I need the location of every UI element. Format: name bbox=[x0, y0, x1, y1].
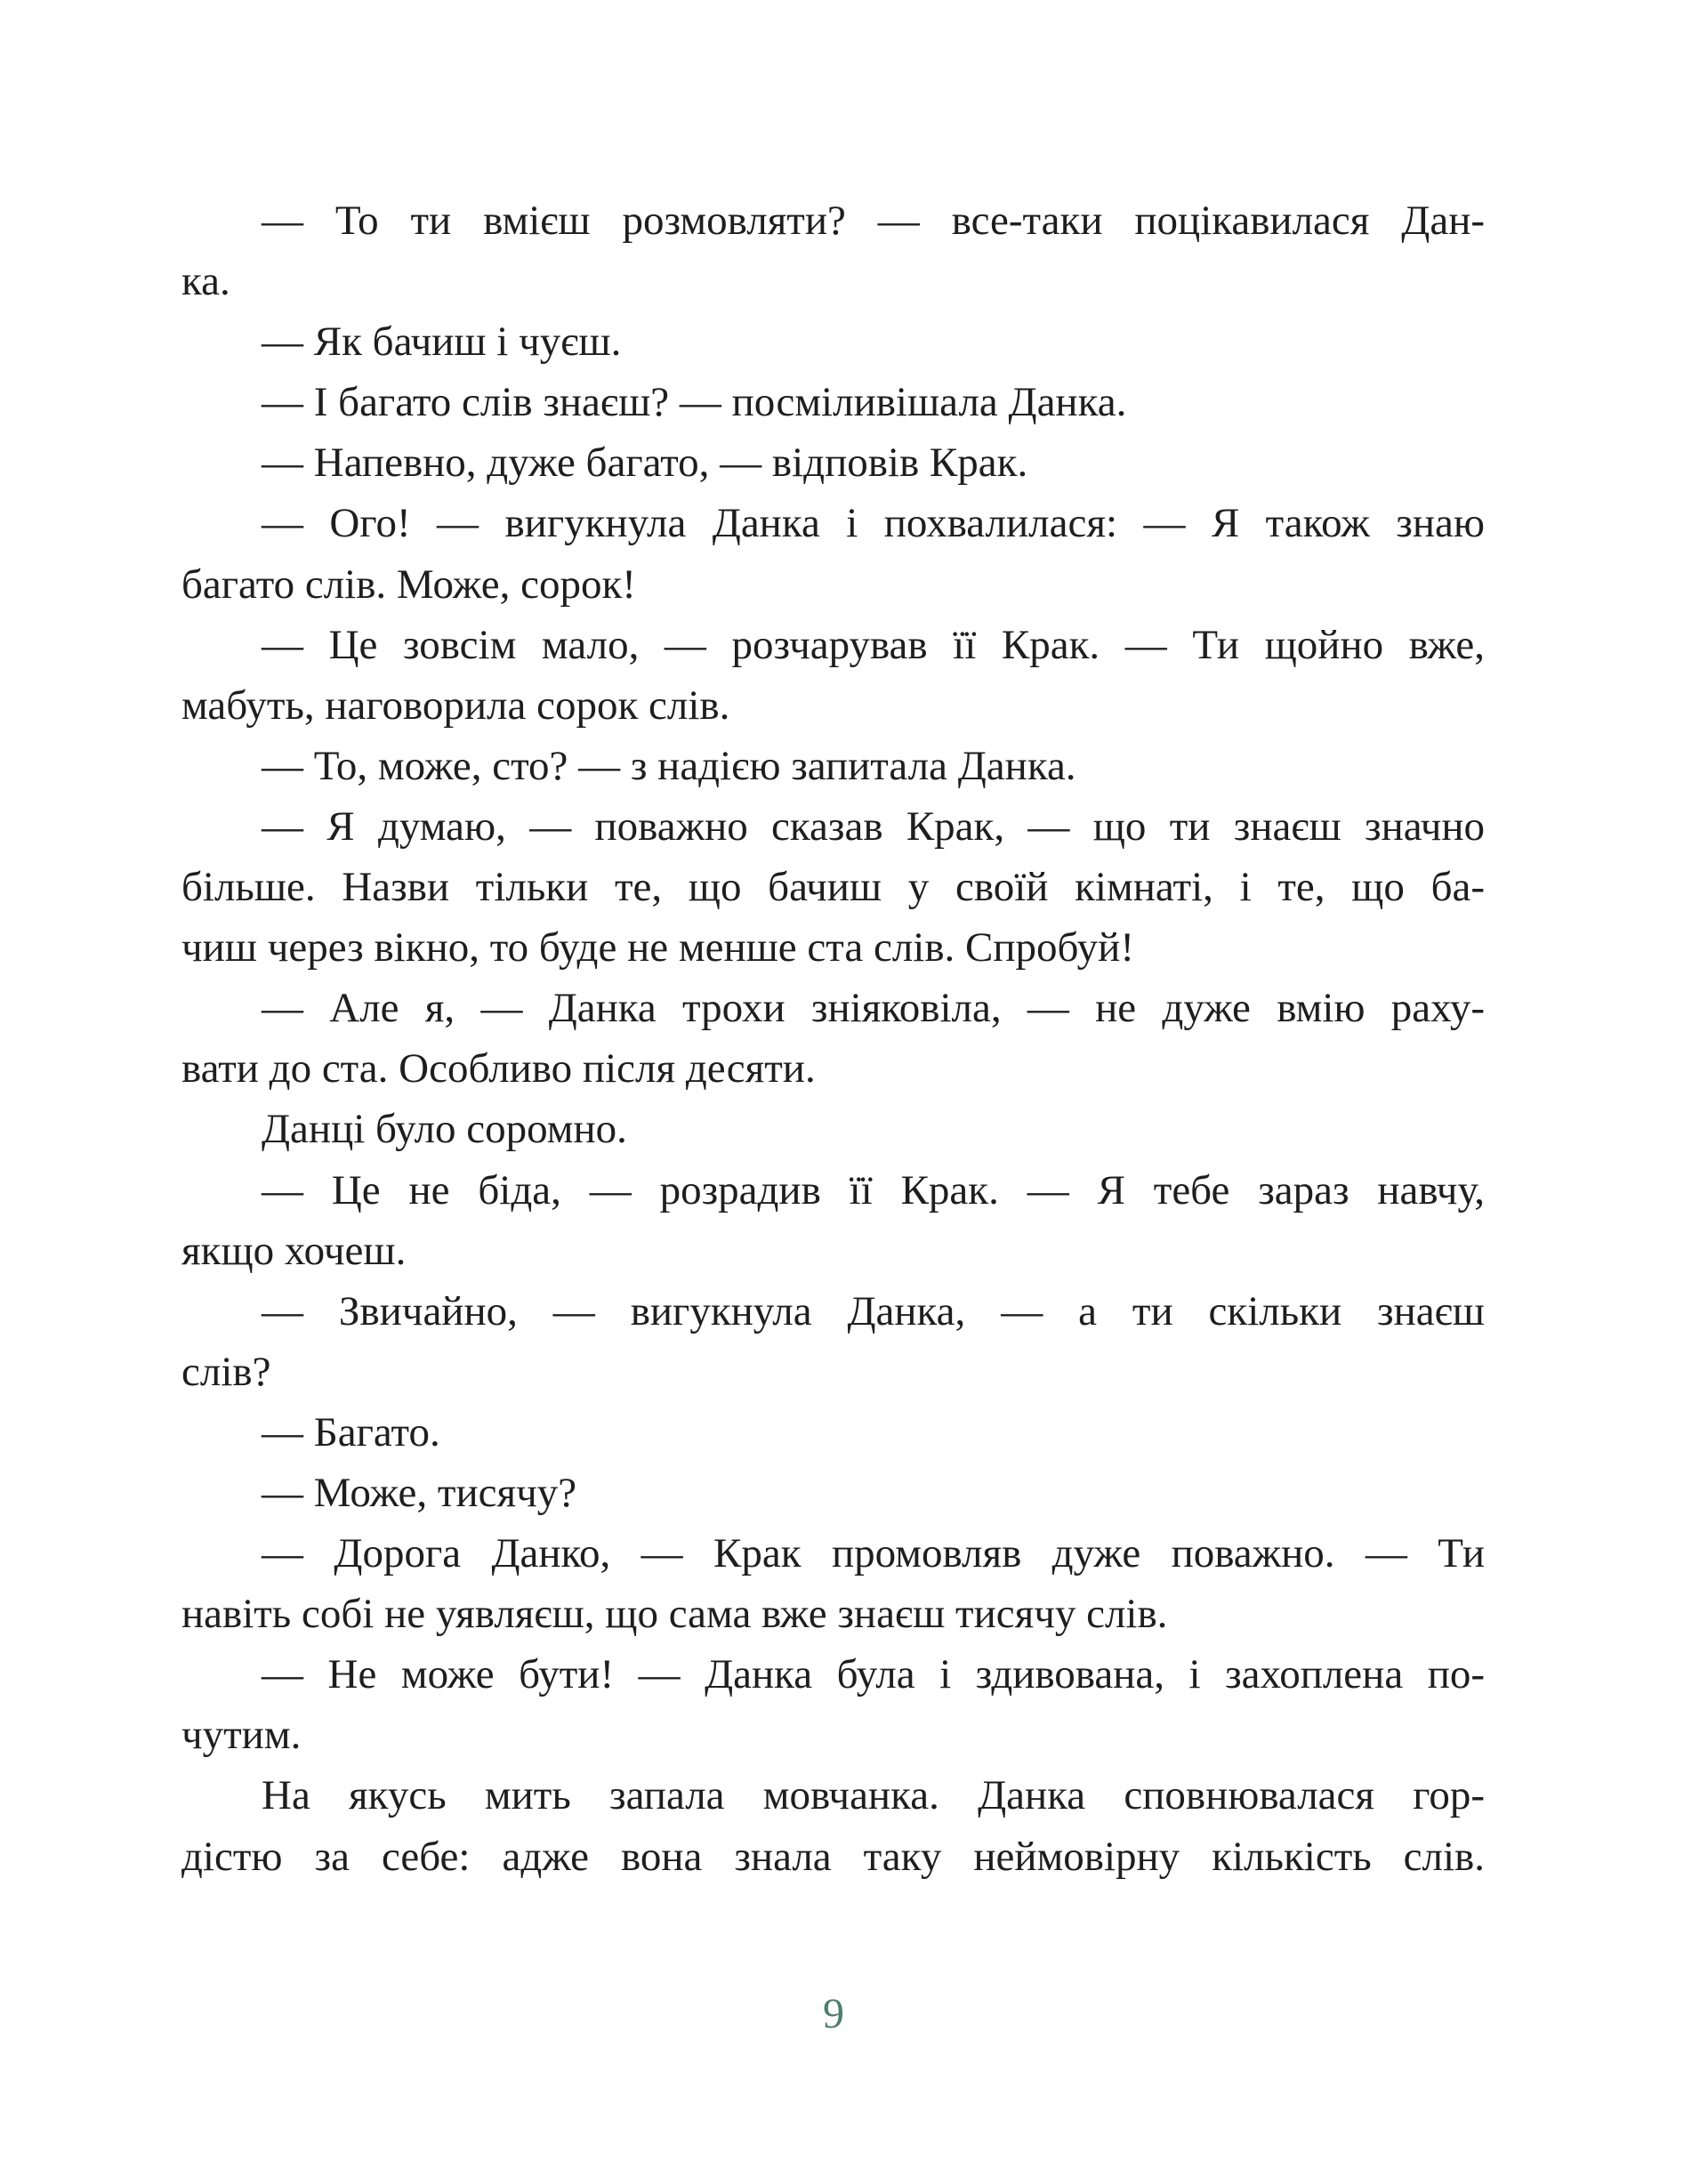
text-line: більше. Назви тільки те, що бачиш у своїй кімнаті, і те, що ба- bbox=[181, 864, 1485, 911]
text-line: — Це не біда, — розрадив її Крак. — Я тебе зараз навчу, bbox=[262, 1166, 1485, 1214]
text-line: — Не може бути! — Данка була і здивована, і захоплена по- bbox=[262, 1651, 1485, 1698]
text-line: — Але я, — Данка трохи зніяковіла, — не дуже вмію раху- bbox=[262, 985, 1485, 1032]
text-line: — Ого! — вигукнула Данка і похвалилася: — Я також знаю bbox=[262, 500, 1485, 547]
text-line: чутим. bbox=[181, 1712, 302, 1759]
text-line: дістю за себе: адже вона знала таку неймовірну кількість слів. bbox=[181, 1833, 1485, 1880]
text-line: багато слів. Може, сорок! bbox=[181, 560, 636, 608]
text-line: вати до ста. Особливо після десяти. bbox=[181, 1045, 816, 1093]
text-line: Данці було соромно. bbox=[262, 1106, 627, 1153]
text-line: — Багато. bbox=[262, 1408, 440, 1455]
text-line: чиш через вікно, то буде не менше ста слів. Спробуй! bbox=[181, 924, 1134, 972]
text-line: ка. bbox=[181, 258, 230, 305]
text-line: — То ти вмієш розмовляти? — все-таки поцікавилася Дан- bbox=[262, 198, 1485, 244]
text-line: На якусь мить запала мовчанка. Данка сповнювалася гор- bbox=[262, 1772, 1485, 1819]
text-line: — Дорога Данко, — Крак промовляв дуже поважно. — Ти bbox=[262, 1530, 1485, 1577]
text-line: — Я думаю, — поважно сказав Крак, — що ти знаєш значно bbox=[262, 802, 1485, 850]
text-line: — Напевно, дуже багато, — відповів Крак. bbox=[262, 439, 1028, 487]
text-line: — Як бачиш і чуєш. bbox=[262, 319, 622, 366]
text-line: — І багато слів знаєш? — посміливішала Данка. bbox=[262, 379, 1127, 426]
text-line: — Може, тисячу? bbox=[262, 1469, 577, 1516]
text-line: слів? bbox=[181, 1348, 271, 1395]
text-line: — Звичайно, — вигукнула Данка, — а ти скільки знаєш bbox=[262, 1287, 1485, 1334]
page-body-text bbox=[181, 190, 1485, 1887]
text-line: якщо хочеш. bbox=[181, 1227, 407, 1274]
text-line: мабуть, наговорила сорок слів. bbox=[181, 681, 730, 729]
page-number: 9 bbox=[823, 1990, 844, 2037]
text-line: — Це зовсім мало, — розчарував її Крак. — Ти щойно вже, bbox=[262, 621, 1485, 668]
text-line: — То, може, сто? — з надією запитала Данка. bbox=[262, 742, 1076, 789]
text-line: навіть собі не уявляєш, що сама вже знаєш тисячу слів. bbox=[181, 1591, 1168, 1638]
